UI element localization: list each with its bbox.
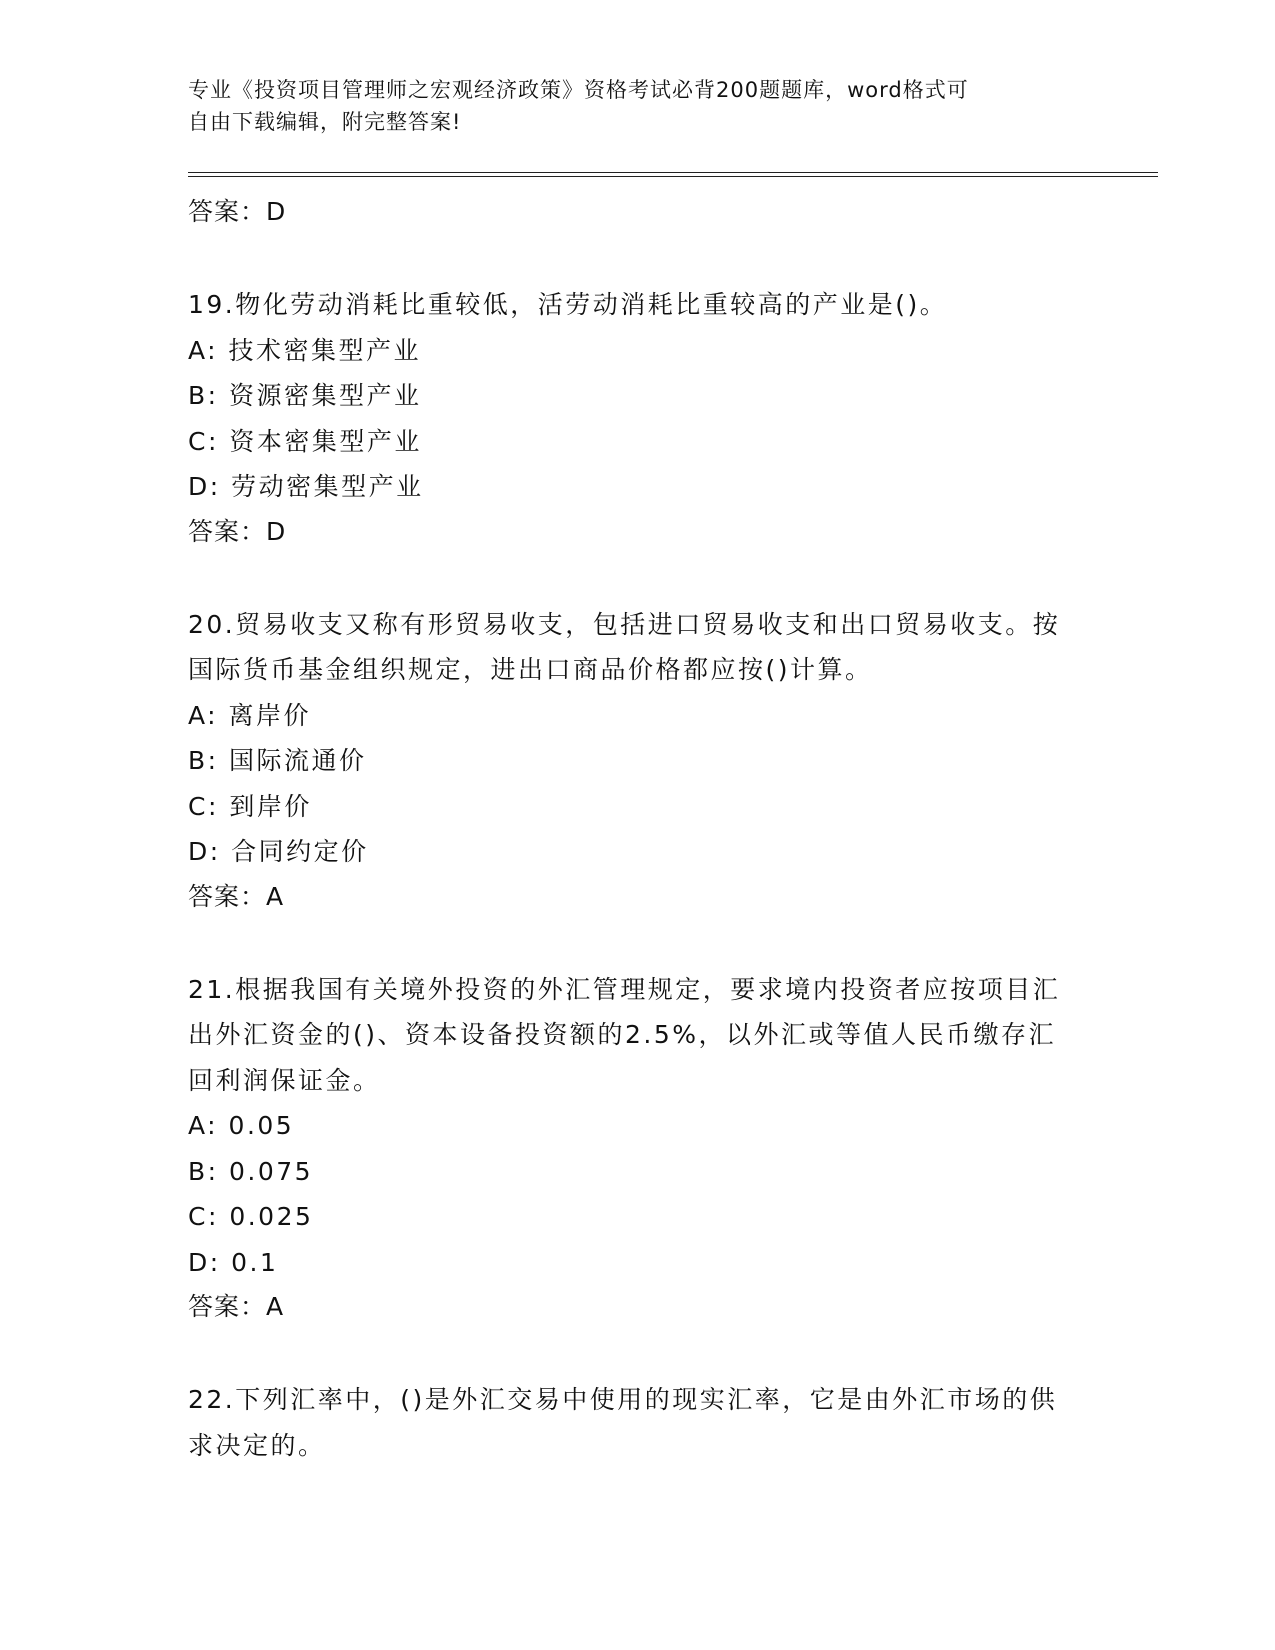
answer-value: A <box>266 1292 285 1321</box>
document-header-note: 专业《投资项目管理师之宏观经济政策》资格考试必背200题题库，word格式可 自由下载编辑，附完整答案! <box>188 78 969 134</box>
option-b: B: 0.075 <box>188 1156 314 1186</box>
option-d: D: 合同约定价 <box>188 837 369 866</box>
answer-label: 答案： <box>188 516 267 546</box>
option-d: D: 劳动密集型产业 <box>188 472 424 501</box>
option-c: C: 0.025 <box>188 1202 314 1231</box>
header-rule-top <box>188 172 1158 173</box>
option-c: C: 到岸价 <box>188 791 312 821</box>
option-c: C: 资本密集型产业 <box>188 426 422 456</box>
header-rule-bottom <box>188 176 1158 177</box>
question-text: 20.贸易收支又称有形贸易收支，包括进口贸易收支和出口贸易收支。按国际货币基金组织规定，进出口商品价格都应按()计算。 <box>188 609 1061 684</box>
question-list <box>188 190 1078 1468</box>
option-a: A: 技术密集型产业 <box>188 335 422 365</box>
option-a: A: 离岸价 <box>188 700 312 730</box>
answer-value: D <box>266 516 287 546</box>
option-a: A: 0.05 <box>188 1111 295 1140</box>
answer-value: A <box>266 881 285 911</box>
option-d: D: 0.1 <box>188 1247 279 1277</box>
question-answer <box>188 510 1078 554</box>
option-b: B: 资源密集型产业 <box>188 381 422 410</box>
answer-label: 答案： <box>188 881 267 911</box>
answer-value: D <box>266 197 287 226</box>
question-answer <box>188 875 1078 919</box>
question-answer <box>188 1285 1078 1329</box>
question-text: 22.下列汇率中，()是外汇交易中使用的现实汇率，它是由外汇市场的供求决定的。 <box>188 1385 1058 1460</box>
option-b: B: 国际流通价 <box>188 746 367 775</box>
carryover-answer <box>188 190 1078 234</box>
answer-label: 答案： <box>188 197 267 226</box>
question-text: 19.物化劳动消耗比重较低，活劳动消耗比重较高的产业是()。 <box>188 290 948 319</box>
question-text: 21.根据我国有关境外投资的外汇管理规定，要求境内投资者应按项目汇出外汇资金的()、资本设备投资额的2.5%，以外汇或等值人民币缴存汇回利润保证金。 <box>188 974 1061 1095</box>
answer-label: 答案： <box>188 1292 267 1321</box>
